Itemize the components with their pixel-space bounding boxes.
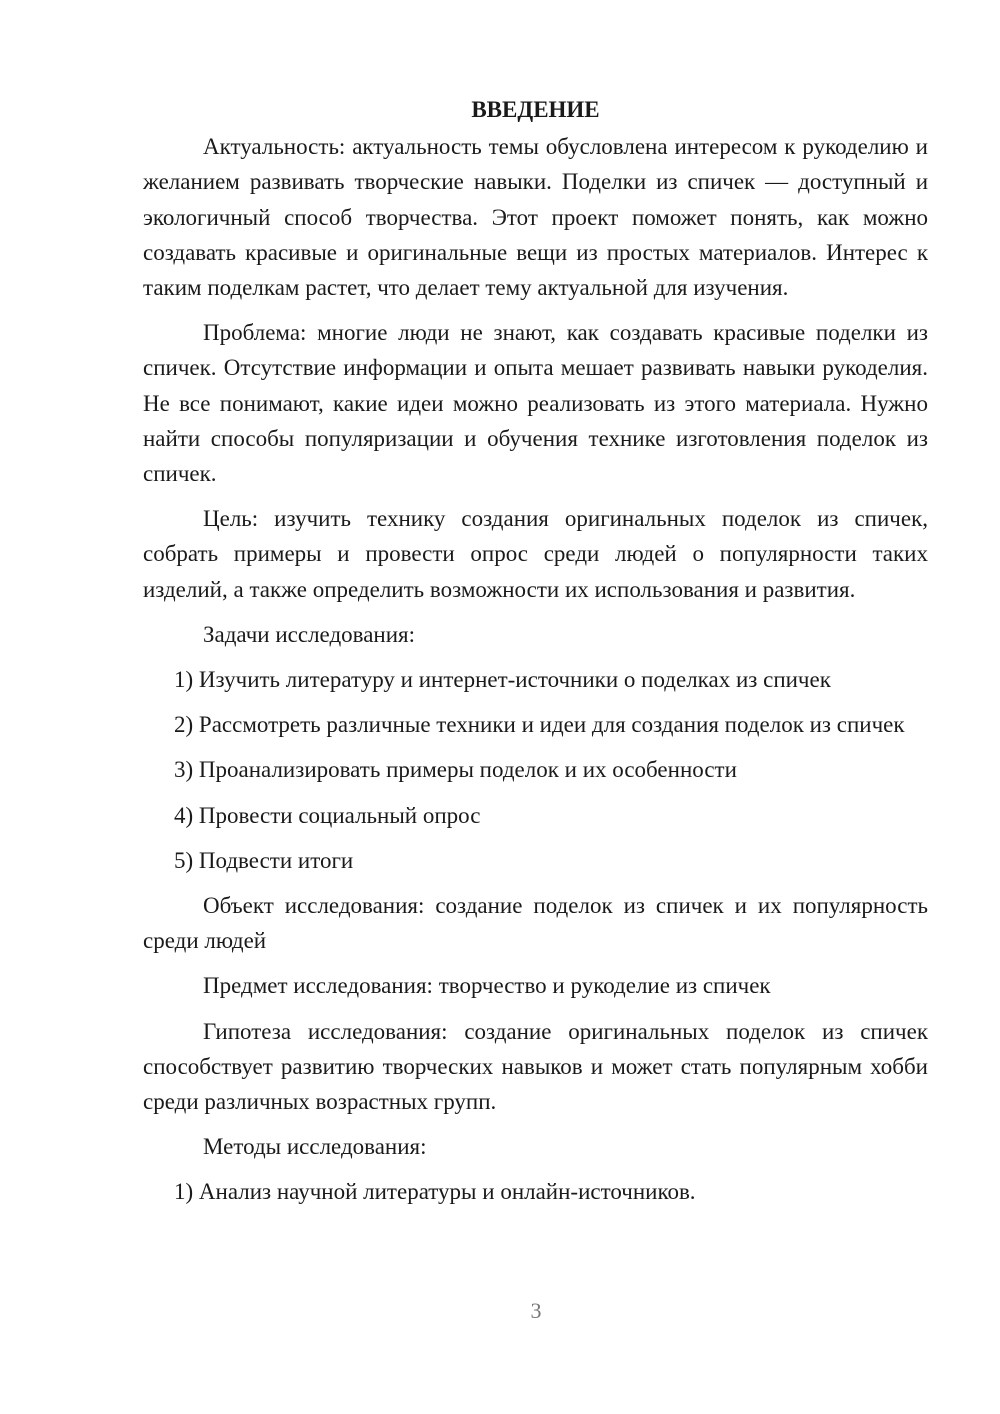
relevance-paragraph: Актуальность: актуальность темы обусловлена интересом к рукоделию и желанием развивать творческие навыки. Поделки из спичек — доступный и экологичный способ творчества. Этот проект поможет понять, как можно создавать красивые и оригинальные вещи из простых материалов. Интерес к таким поделкам растет, что делает тему актуальной для изучения. [143,134,928,301]
task-item-1: 1) Изучить литературу и интернет-источники о поделках из спичек [174,667,831,693]
page-content [143,92,928,1220]
task-item-3: 3) Проанализировать примеры поделок и их особенности [174,757,737,783]
tasks-heading: Задачи исследования: [203,621,416,647]
page-number: 3 [530,1298,542,1323]
method-item-1: 1) Анализ научной литературы и онлайн-источников. [174,1179,696,1205]
hypothesis-paragraph: Гипотеза исследования: создание оригинальных поделок из спичек способствует развитию творческих навыков и может стать популярным хобби среди различных возрастных групп. [143,1018,928,1115]
task-item-2: 2) Рассмотреть различные техники и идеи для создания поделок из спичек [174,712,905,738]
section-title: ВВЕДЕНИЕ [471,97,600,122]
subject-paragraph: Предмет исследования: творчество и рукоделие из спичек [203,973,771,999]
methods-heading: Методы исследования: [203,1134,427,1160]
task-item-5: 5) Подвести итоги [174,847,354,873]
problem-paragraph: Проблема: многие люди не знают, как создавать красивые поделки из спичек. Отсутствие информации и опыта мешает развивать навыки рукоделия. Не все понимают, какие идеи можно реализовать из этого материала. Нужно найти способы популяризации и обучения технике изготовления поделок из спичек. [143,320,928,487]
object-paragraph: Объект исследования: создание поделок из спичек и их популярность среди людей [143,893,928,954]
goal-paragraph: Цель: изучить технику создания оригинальных поделок из спичек, собрать примеры и провести опрос среди людей о популярности таких изделий, а также определить возможности их использования и развития. [143,506,928,602]
task-item-4: 4) Провести социальный опрос [174,802,481,828]
